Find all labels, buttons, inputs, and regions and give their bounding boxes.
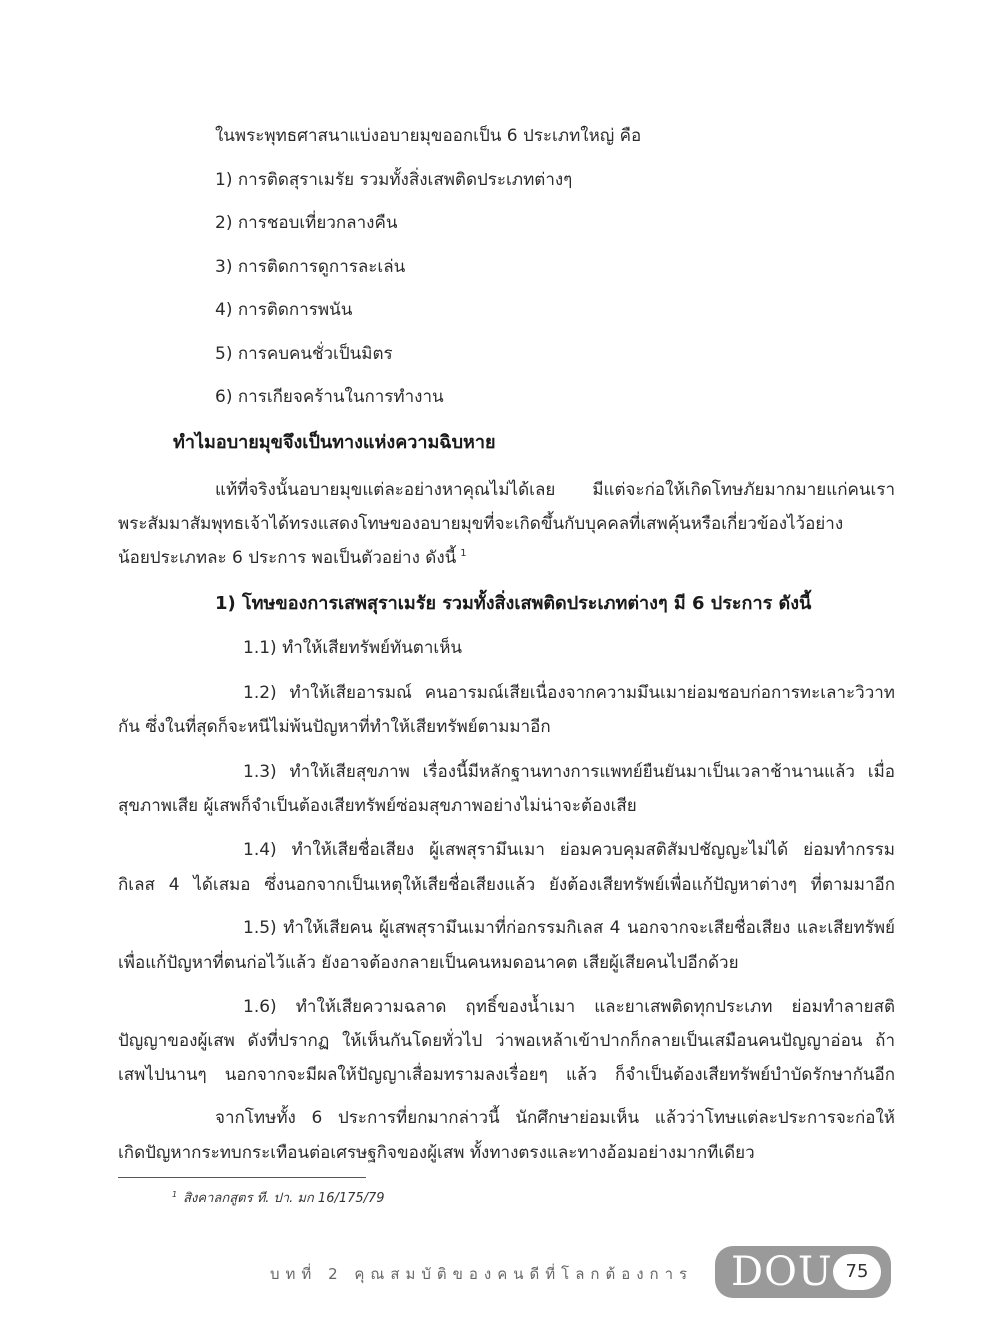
list-item-6: 6) การเกียจคร้านในการทำงาน (215, 387, 444, 407)
para1-line-2: พระสัมมาสัมพุทธเจ้าได้ทรงแสดงโทษของอบายมุขที่จะเกิดขึ้นกับบุคคลที่เสพคุ้นหรือเกี่ยวข้องไว้อย่าง (118, 514, 844, 534)
page-number: 75 (833, 1254, 881, 1290)
item-1-5-line-1: 1.5) ทำให้เสียคน ผู้เสพสุรามึนเมาที่ก่อกรรมกิเลส 4 นอกจากจะเสียชื่อเสียง และเสียทรัพย์ (243, 918, 895, 938)
footnote-reference: 1 (460, 548, 467, 560)
footnote (172, 1187, 385, 1208)
intro-line: ในพระพุทธศาสนาแบ่งอบายมุขออกเป็น 6 ประเภทใหญ่ คือ (215, 126, 642, 146)
list-item-4: 4) การติดการพนัน (215, 300, 353, 320)
item-1-6-line-1: 1.6) ทำให้เสียความฉลาด ฤทธิ์ของน้ำเมา และยาเสพติดทุกประเภท ย่อมทำลายสติ (243, 997, 895, 1017)
list-item-5: 5) การคบคนชั่วเป็นมิตร (215, 344, 393, 364)
item-1-2-line-2: กัน ซึ่งในที่สุดก็จะหนีไม่พ้นปัญหาที่ทำให้เสียทรัพย์ตามมาอีก (118, 717, 551, 737)
subheading: 1) โทษของการเสพสุราเมรัย รวมทั้งสิ่งเสพติดประเภทต่างๆ มี 6 ประการ ดังนี้ (215, 593, 812, 614)
footnote-mark: 1 (172, 1189, 178, 1199)
para1-line-1: แท้ที่จริงนั้นอบายมุขแต่ละอย่างหาคุณไม่ได้เลย มีแต่จะก่อให้เกิดโทษภัยมากมายแก่คนเรา (215, 480, 895, 500)
item-1-1: 1.1) ทำให้เสียทรัพย์ทันตาเห็น (243, 638, 463, 658)
item-1-3-line-2: สุขภาพเสีย ผู้เสพก็จำเป็นต้องเสียทรัพย์ซ่อมสุขภาพอย่างไม่น่าจะต้องเสีย (118, 796, 637, 816)
footnote-text: สิงคาลกสูตร ที. ปา. มก 16/175/79 (183, 1191, 385, 1206)
item-1-2-line-1: 1.2) ทำให้เสียอารมณ์ คนอารมณ์เสียเนื่องจากความมึนเมาย่อมชอบก่อการทะเลาะวิวาท (243, 683, 895, 703)
list-item-1: 1) การติดสุราเมรัย รวมทั้งสิ่งเสพติดประเภทต่างๆ (215, 170, 573, 190)
list-item-3: 3) การติดการดูการละเล่น (215, 257, 406, 277)
item-1-3-line-1: 1.3) ทำให้เสียสุขภาพ เรื่องนี้มีหลักฐานทางการแพทย์ยืนยันมาเป็นเวลาช้านานแล้ว เมื่อ (243, 762, 895, 782)
section-heading: ทำไมอบายมุขจึงเป็นทางแห่งความฉิบหาย (173, 432, 496, 453)
item-1-4-line-1: 1.4) ทำให้เสียชื่อเสียง ผู้เสพสุรามึนเมา ย่อมควบคุมสติสัมปชัญญะไม่ได้ ย่อมทำกรรม (243, 840, 895, 860)
item-1-4-line-2: กิเลส 4 ได้เสมอ ซึ่งนอกจากเป็นเหตุให้เสียชื่อเสียงแล้ว ยังต้องเสียทรัพย์เพื่อแก้ปัญหาต่างๆ ที่ตามมาอีก (118, 875, 895, 895)
item-1-5-line-2: เพื่อแก้ปัญหาที่ตนก่อไว้แล้ว ยังอาจต้องกลายเป็นคนหมดอนาคต เสียผู้เสียคนไปอีกด้วย (118, 953, 739, 973)
item-1-6-line-3: เสพไปนานๆ นอกจากจะมีผลให้ปัญญาเสื่อมทรามลงเรื่อยๆ แล้ว ก็จำเป็นต้องเสียทรัพย์บำบัดรักษากันอีก (118, 1065, 895, 1085)
conclusion-line-1: จากโทษทั้ง 6 ประการที่ยกมากล่าวนี้ นักศึกษาย่อมเห็น แล้วว่าโทษแต่ละประการจะก่อให้ (215, 1108, 895, 1128)
footnote-divider (118, 1177, 366, 1178)
para1-line-3 (118, 546, 467, 570)
list-item-2: 2) การชอบเที่ยวกลางคืน (215, 213, 398, 233)
conclusion-line-2: เกิดปัญหากระทบกระเทือนต่อเศรษฐกิจของผู้เสพ ทั้งทางตรงและทางอ้อมอย่างมากทีเดียว (118, 1143, 755, 1163)
para1-line-3-text: น้อยประเภทละ 6 ประการ พอเป็นตัวอย่าง ดังนี้ (118, 548, 457, 568)
dou-logo-text: DOU (731, 1249, 833, 1295)
item-1-6-line-2: ปัญญาของผู้เสพ ดังที่ปรากฏ ให้เห็นกันโดยทั่วไป ว่าพอเหล้าเข้าปากก็กลายเป็นเสมือนคนปัญญาอ่อน ถ้า (118, 1031, 895, 1051)
chapter-title: บทที่ 2 คุณสมบัติของคนดีที่โลกต้องการ (270, 1265, 694, 1283)
dou-badge (715, 1246, 891, 1298)
